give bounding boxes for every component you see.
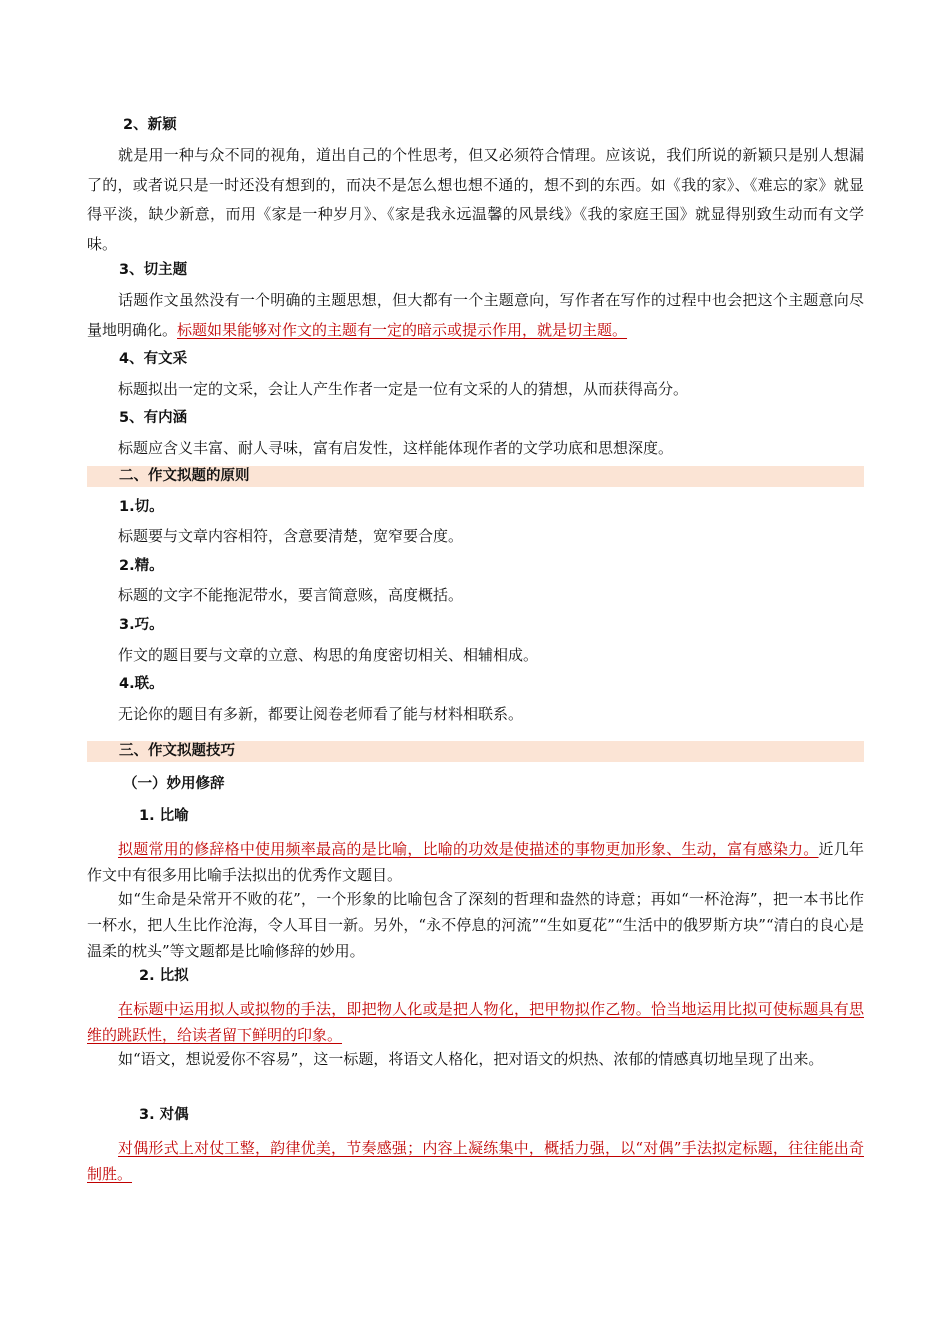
paragraph-novel: 就是用一种与众不同的视角，道出自己的个性思考，但又必须符合情理。应该说，我们所说的新颖只是别人想漏了的，或者说只是一时还没有想到的，而决不是怎么想也想不通的，想不到的东西。如《我的家》、《难忘的家》就显得平淡，缺少新意，而用《家是一种岁月》、《家是我永远温馨的风景线》《我的家庭王国》就显得别致生动而有文学味。 xyxy=(87,146,864,253)
principle-title-4: 4.联。 xyxy=(119,676,164,692)
paragraph-personification-example: 如“语文，想说爱你不容易”，这一标题，将语文人格化，把对语文的炽热、浓郁的情感真切地呈现了出来。 xyxy=(118,1050,824,1068)
section-band-skills: 三、作文拟题技巧 xyxy=(87,741,864,762)
principle-text-4: 无论你的题目有多新，都要让阅卷老师看了能与材料相联系。 xyxy=(118,705,524,723)
subheading-rhetoric: （一）妙用修辞 xyxy=(123,776,225,792)
paragraph-literary: 标题拟出一定的文采，会让人产生作者一定是一位有文采的人的猜想，从而获得高分。 xyxy=(118,380,689,398)
metaphor-plain-text: 近几年作文中有很多用比喻手法拟出的优秀作文题目。 xyxy=(87,840,864,884)
heading-antithesis: 3. 对偶 xyxy=(139,1107,189,1123)
on-topic-highlight-text: 标题如果能够对作文的主题有一定的暗示或提示作用，就是切主题。 xyxy=(177,320,628,339)
paragraph-personification xyxy=(87,996,864,1048)
on-topic-plain-text: 话题作文虽然没有一个明确的主题思想，但大都有一个主题意向，写作者在写作的过程中也会把这个主题意向尽量地明确化。 xyxy=(87,291,864,339)
personification-highlight-text: 在标题中运用拟人或拟物的手法，即把物人化或是把人物化，把甲物拟作乙物。恰当地运用比拟可使标题具有思维的跳跃性，给读者留下鲜明的印象。 xyxy=(87,1000,864,1044)
heading-metaphor: 1. 比喻 xyxy=(139,808,189,824)
heading-literary: 4、有文采 xyxy=(119,351,188,367)
paragraph-antithesis xyxy=(87,1135,864,1187)
paragraph-connotation: 标题应含义丰富、耐人寻味，富有启发性，这样能体现作者的文学功底和思想深度。 xyxy=(118,439,674,457)
paragraph-on-topic xyxy=(87,286,864,345)
heading-on-topic: 3、切主题 xyxy=(119,262,188,278)
principle-title-3: 3.巧。 xyxy=(119,617,164,633)
heading-personification: 2. 比拟 xyxy=(139,968,189,984)
principle-text-1: 标题要与文章内容相符，含意要清楚，宽窄要合度。 xyxy=(118,527,464,545)
principle-title-2: 2.精。 xyxy=(119,558,164,574)
paragraph-metaphor-example: 如“生命是朵常开不败的花”，一个形象的比喻包含了深刻的哲理和盎然的诗意；再如“一杯沧海”，把一本书比作一杯水，把人生比作沧海，令人耳目一新。另外，“永不停息的河流”“生如夏花”“生活中的俄罗斯方块”“清白的良心是温柔的枕头”等文题都是比喻修辞的妙用。 xyxy=(87,890,864,960)
principle-text-3: 作文的题目要与文章的立意、构思的角度密切相关、相辅相成。 xyxy=(118,646,539,664)
section-band-principles: 二、作文拟题的原则 xyxy=(87,466,864,487)
antithesis-highlight-text: 对偶形式上对仗工整，韵律优美，节奏感强；内容上凝练集中，概括力强，以“对偶”手法拟定标题，往往能出奇制胜。 xyxy=(87,1139,864,1183)
metaphor-highlight-text: 拟题常用的修辞格中使用频率最高的是比喻，比喻的功效是使描述的事物更加形象、生动，富有感染力。 xyxy=(118,840,819,858)
heading-novel: 2、新颖 xyxy=(123,117,177,133)
paragraph-metaphor xyxy=(87,836,864,888)
principle-title-1: 1.切。 xyxy=(119,499,164,515)
principle-text-2: 标题的文字不能拖泥带水，要言简意赅，高度概括。 xyxy=(118,586,464,604)
heading-connotation: 5、有内涵 xyxy=(119,410,188,426)
